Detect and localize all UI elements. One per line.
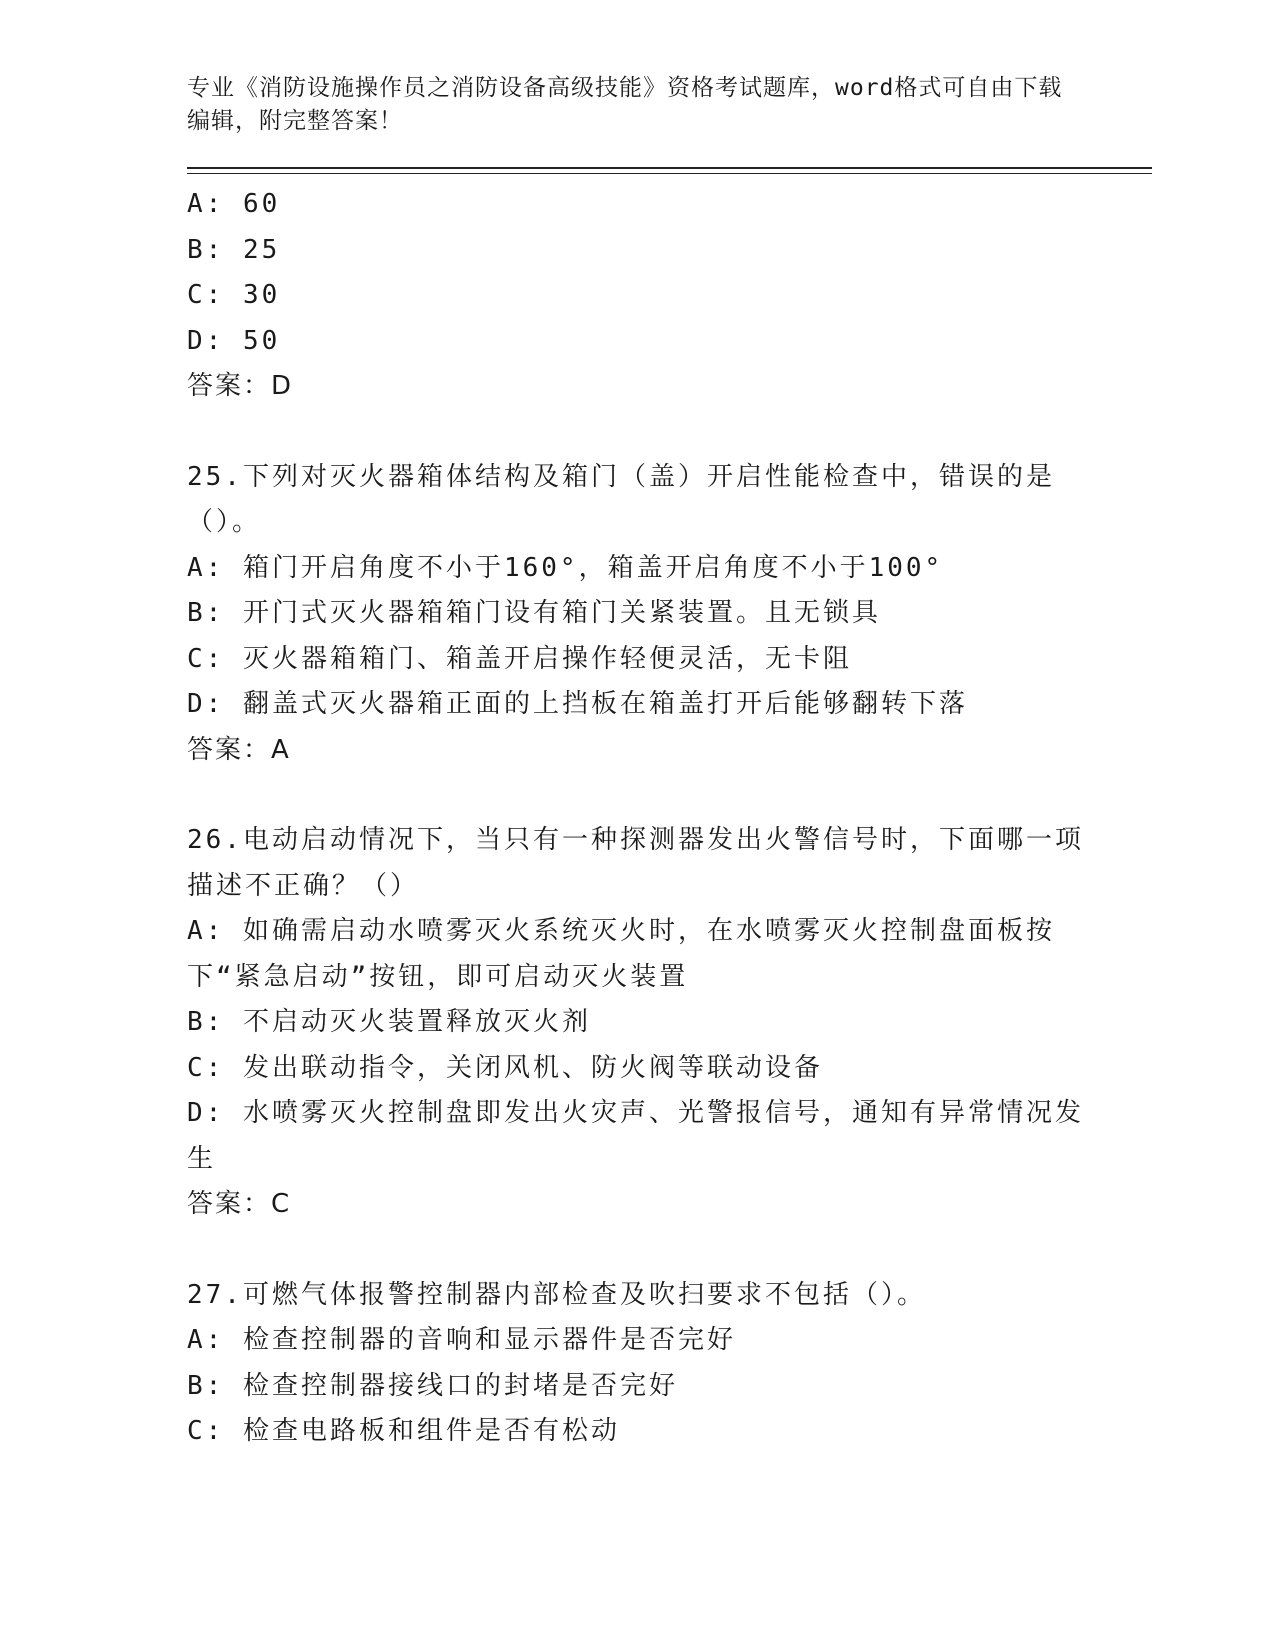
answer: 答案：A [187, 734, 291, 765]
header-divider [187, 167, 1152, 174]
answer: 答案：C [187, 1189, 292, 1219]
option-d: D: 水喷雾灭火控制盘即发出火灾声、光警报信号，通知有异常情况发生 [187, 1098, 1084, 1174]
option-d: D: 翻盖式灭火器箱正面的上挡板在箱盖打开后能够翻转下落 [187, 689, 968, 719]
option-a: A: 如确需启动水喷雾灭火系统灭火时，在水喷雾灭火控制盘面板按下“紧急启动”按钮，即可启动灭火装置 [187, 916, 1055, 992]
question-25-block [187, 455, 1152, 774]
option-d: D: 50 [187, 325, 281, 356]
question-text: 27.可燃气体报警控制器内部检查及吹扫要求不包括（）。 [187, 1279, 926, 1310]
answer: 答案：D [187, 371, 294, 401]
option-a: A: 60 [187, 189, 281, 219]
option-c: C: 发出联动指令，关闭风机、防火阀等联动设备 [187, 1052, 823, 1083]
question-24-block [187, 182, 1152, 410]
question-26-block [187, 818, 1152, 1228]
option-c: C: 30 [187, 280, 281, 310]
question-text: 25.下列对灭火器箱体结构及箱门（盖）开启性能检查中，错误的是（）。 [187, 461, 1055, 537]
question-27-block [187, 1273, 1152, 1455]
option-c: C: 灭火器箱箱门、箱盖开启操作轻便灵活，无卡阻 [187, 643, 852, 674]
spacer [187, 410, 1152, 455]
spacer [187, 1228, 1152, 1273]
option-c: C: 检查电路板和组件是否有松动 [187, 1416, 620, 1446]
option-b: B: 检查控制器接线口的封堵是否完好 [187, 1370, 678, 1401]
document-page [187, 0, 1152, 1455]
option-a: A: 检查控制器的音响和显示器件是否完好 [187, 1325, 736, 1355]
question-text: 26.电动启动情况下，当只有一种探测器发出火警信号时，下面哪一项描述不正确？（） [187, 825, 1084, 901]
option-b: B: 不启动灭火装置释放灭火剂 [187, 1007, 591, 1037]
spacer [187, 773, 1152, 818]
option-b: B: 25 [187, 234, 281, 265]
document-header: 专业《消防设施操作员之消防设备高级技能》资格考试题库，word格式可自由下载编辑，附完整答案！ [187, 75, 1063, 134]
option-b: B: 开门式灭火器箱箱门设有箱门关紧装置。且无锁具 [187, 598, 881, 628]
option-a: A: 箱门开启角度不小于160°，箱盖开启角度不小于100° [187, 552, 944, 583]
